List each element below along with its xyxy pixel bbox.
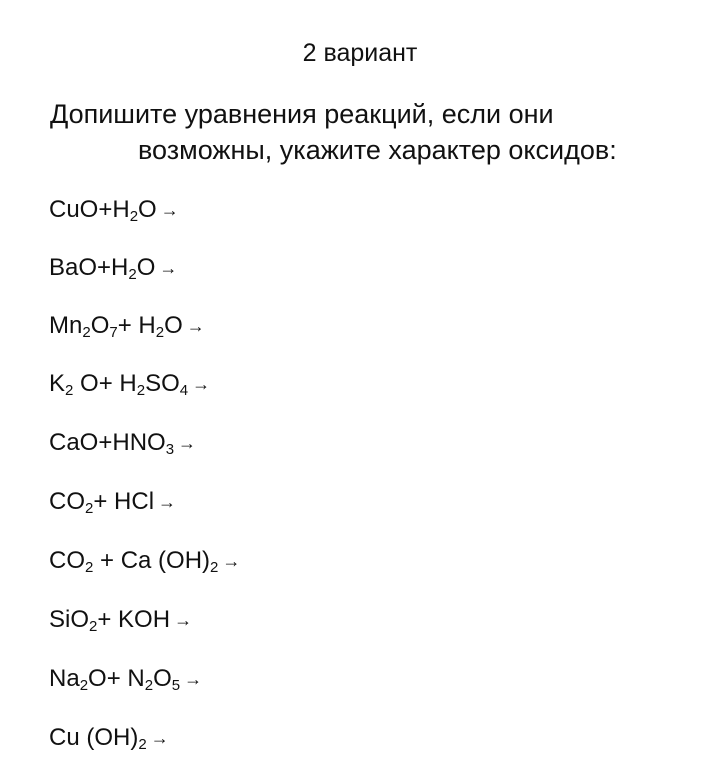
- arrow-icon: →: [160, 200, 179, 220]
- subscript: 2: [136, 382, 146, 399]
- arrow-icon: →: [158, 492, 177, 512]
- arrow-icon: →: [159, 258, 178, 278]
- formula-text: O: [164, 312, 183, 339]
- subscript: 5: [171, 677, 181, 694]
- formula-text: + Ca (OH): [93, 547, 211, 574]
- formula-text: + H: [117, 312, 156, 339]
- equation-6: [49, 487, 176, 518]
- subscript: 2: [144, 677, 154, 694]
- formula-text: O+ N: [88, 665, 145, 692]
- formula-text: CaO+HNO: [49, 429, 166, 456]
- equation-9: [49, 664, 202, 695]
- subscript: 2: [138, 736, 147, 753]
- formula-text: CO: [49, 547, 85, 574]
- subscript: 2: [79, 677, 89, 694]
- formula-text: + HCl: [93, 488, 155, 515]
- subscript: 2: [128, 266, 137, 283]
- subscript: 7: [109, 324, 118, 341]
- formula-text: BaO+H: [49, 254, 129, 281]
- equation-1: [49, 195, 179, 226]
- equation-10: [49, 723, 169, 754]
- arrow-icon: →: [192, 374, 211, 394]
- formula-text: + KOH: [97, 606, 171, 633]
- formula-text: O+ H: [73, 370, 137, 397]
- arrow-icon: →: [184, 669, 203, 689]
- equation-4: [49, 369, 210, 400]
- formula-text: K: [49, 370, 66, 397]
- subscript: 2: [82, 324, 91, 341]
- formula-text: O: [90, 312, 110, 339]
- page-title: 2 вариант: [302, 39, 418, 67]
- formula-text: CO: [49, 488, 85, 515]
- subscript: 3: [165, 441, 175, 458]
- task-line-2: возможны, укажите характер оксидов:: [138, 135, 617, 165]
- equation-3: [49, 311, 205, 342]
- formula-text: CuO+H: [49, 196, 130, 223]
- equation-2: [49, 253, 177, 284]
- formula-text: O: [136, 254, 156, 281]
- task-instruction: [50, 96, 690, 168]
- arrow-icon: →: [178, 433, 197, 453]
- equation-8: [49, 605, 192, 636]
- task-line-1: Допишите уравнения реакций, если они: [50, 99, 554, 129]
- arrow-icon: →: [174, 610, 193, 630]
- subscript: 2: [89, 618, 98, 635]
- equation-5: [49, 428, 196, 459]
- subscript: 2: [210, 559, 219, 576]
- subscript: 2: [85, 500, 94, 517]
- formula-text: Na: [49, 665, 80, 692]
- subscript: 2: [155, 324, 165, 341]
- arrow-icon: →: [222, 551, 241, 571]
- formula-text: O: [153, 665, 172, 692]
- subscript: 2: [65, 382, 74, 399]
- subscript: 2: [129, 208, 139, 225]
- subscript: 4: [179, 382, 189, 399]
- equation-7: [49, 546, 240, 577]
- arrow-icon: →: [186, 316, 205, 336]
- formula-text: Cu (OH): [49, 724, 139, 751]
- subscript: 2: [85, 559, 94, 576]
- formula-text: SO: [145, 370, 180, 397]
- arrow-icon: →: [150, 728, 169, 748]
- formula-text: SiO: [49, 606, 90, 633]
- formula-text: O: [138, 196, 157, 223]
- formula-text: Mn: [49, 312, 83, 339]
